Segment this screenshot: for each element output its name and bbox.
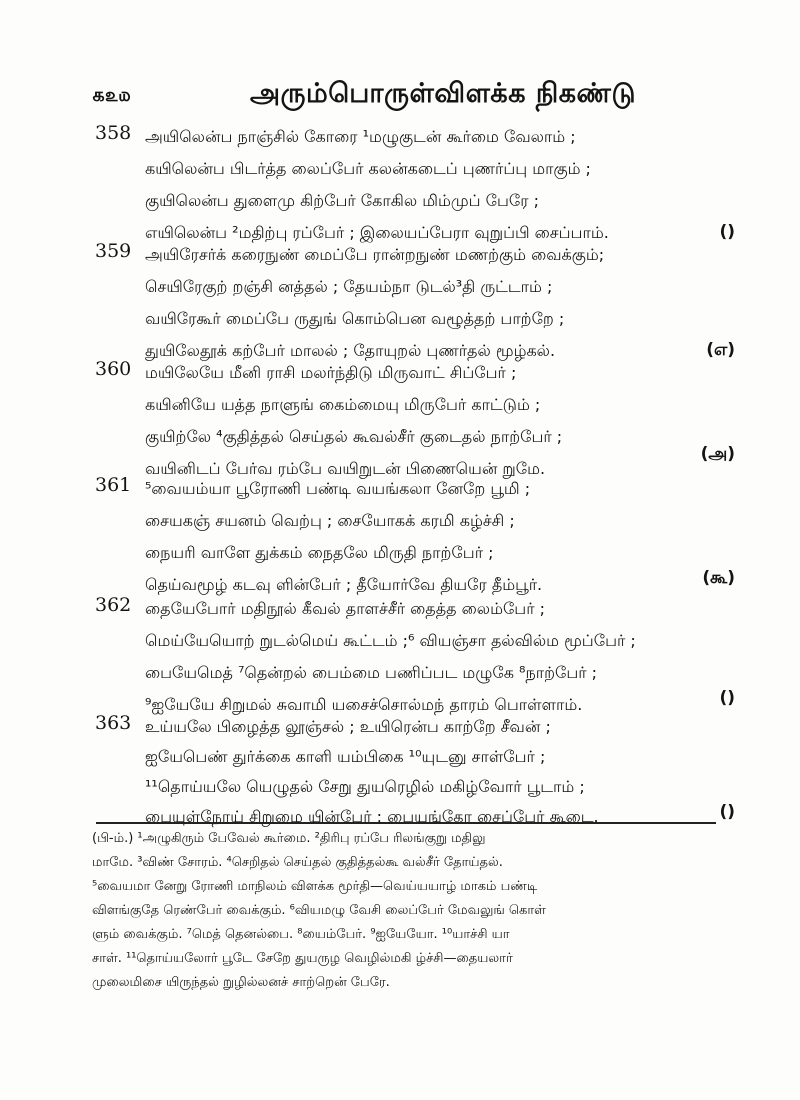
- verse-number: 360: [95, 358, 132, 380]
- verse-number: 359: [95, 240, 132, 262]
- verse-line: நையரி வாளே துக்கம் நைதலே மிருதி நாற்பேர் ;: [145, 543, 494, 562]
- verse-line: தெய்வமூழ் கடவு ளின்பேர் ; தீயோர்வே தியரே தீம்பூர்.: [145, 575, 543, 594]
- verse-line: கயிலென்ப பிடர்த்த லைப்பேர் கலன்கடைப் புணர்ப்பு மாகும் ;: [145, 159, 591, 178]
- verse-line: சையகஞ் சயனம் வெற்பு ; சையோகக் கரமி கழ்ச்சி ;: [145, 511, 515, 530]
- verse-line: ஐயேபெண் துர்க்கை காளி யம்பிகை ¹⁰யுடனு சாள்பேர் ;: [145, 747, 546, 766]
- verse-line: தையேபோர் மதிநூல் கீவல் தாளச்சீர் தைத்த லைம்பேர் ;: [145, 599, 546, 618]
- verse-line: அயிலென்ப நாஞ்சில் கோரை ¹மழுகுடன் கூர்மை வேலாம் ;: [145, 127, 576, 146]
- verse-line: துயிலேதூக் கற்பேர் மாலல் ; தோயுறல் புணர்தல் மூழ்கல்.: [145, 341, 556, 360]
- verse-line: கயினியே யத்த நாளுங் கைம்மையு மிருபேர் காட்டும் ;: [145, 395, 541, 414]
- verse-marker: (எ): [706, 340, 735, 360]
- verse-line: பையுள்நோய் சிறுமை யின்பேர் ; பையங்கோ சைப்பேர் கூடை.: [145, 807, 599, 826]
- footnote-line: ளும் வைக்கும். ⁷மெத் தெனல்பை. ⁸யைம்பேர். ⁹ஐயேயோ. ¹⁰யாச்சி யா: [92, 927, 510, 942]
- footnote-line: முலைமிசை யிருந்தல் றுழில்லனச் சாற்றென் பேரே.: [92, 975, 390, 990]
- verse-line: வயிரேகூர் மைப்பே ருதுங் கொம்பென வழூத்தற் பாற்றே ;: [145, 309, 565, 328]
- verse-line: குயிற்லே ⁴குதித்தல் செய்தல் கூவல்சீர் குடைதல் நாற்பேர் ;: [145, 427, 563, 446]
- verse-line: செயிரேகுற் றஞ்சி னத்தல் ; தேயம்நா டுடல்³தி ருட்டாம் ;: [145, 277, 553, 296]
- verse-marker: (): [719, 802, 735, 822]
- verse-line: குயிலென்ப துளைமு கிற்பேர் கோகில மிம்முப் பேரே ;: [145, 191, 539, 210]
- verse-line: அயிரேசர்க் கரைநுண் மைப்பே ரான்றநுண் மணற்கும் வைக்கும்;: [145, 245, 605, 264]
- verse-line: வயினிடப் பேர்வ ரம்பே வயிறுடன் பிணையென் றுமே.: [145, 459, 546, 478]
- page-number: ௧௨௰: [92, 84, 131, 106]
- verse-line: எயிலென்ப ²மதிற்பு ரப்பேர் ; இலையப்பேரா வுறுப்பி சைப்பாம்.: [145, 223, 609, 242]
- footnote-line: சாள். ¹¹தொய்யலோர் பூடே சேறே துயருழ வெழில்மகி ழ்ச்சி—தையலார்: [92, 951, 513, 966]
- verse-marker: (): [719, 222, 735, 242]
- footnote-line: ⁵வையமா னேறு ரோணி மாநிலம் விளக்க மூர்தி—வெய்யயாழ் மாகம் பண்டி: [92, 879, 538, 894]
- verse-number: 363: [95, 712, 132, 734]
- verse-line: உய்யலே பிழைத்த லூஞ்சல் ; உயிரென்ப காற்றே சீவன் ;: [145, 717, 551, 736]
- verse-marker: (): [719, 688, 735, 708]
- verse-marker: (கூ): [702, 568, 735, 588]
- verse-line: மயிலேயே மீனி ராசி மலர்ந்திடு மிருவாட் சிப்பேர் ;: [145, 363, 517, 382]
- verse-line: ⁹ஐயேயே சிறுமல் சுவாமி யசைச்சொல்மந் தாரம் பொள்ளாம்.: [145, 695, 583, 714]
- footnote-line: மாமே. ³விண் சோரம். ⁴செறிதல் செய்தல் குதித்தல்கூ வல்சீர் தோய்தல்.: [92, 855, 503, 870]
- verse-number: 358: [95, 122, 132, 144]
- footnote-divider: [96, 822, 716, 824]
- verse-line: மெய்யேயொற் றுடல்மெய் கூட்டம் ;⁶ வியஞ்சா தல்வில்ம மூப்பேர் ;: [145, 631, 636, 650]
- verse-line: பையேமெத் ⁷தென்றல் பைம்மை பணிப்பட மழுகே ⁸நாற்பேர் ;: [145, 663, 598, 682]
- verse-line: ¹¹தொய்யலே யெழுதல் சேறு துயரெழில் மகிழ்வோர் பூடாம் ;: [145, 777, 585, 796]
- verse-number: 361: [95, 474, 132, 496]
- verse-361: [95, 472, 735, 612]
- verse-number: 362: [95, 594, 132, 616]
- footnote-line: விளங்குதே ரெண்பேர் வைக்கும். ⁶வியமழு வேசி லைப்பேர் மேவலுங் கொள்: [92, 903, 546, 918]
- verse-line: ⁵வையம்யா பூரோணி பண்டி வயங்கலா னேறே பூமி ;: [145, 479, 531, 498]
- footnote-line: (பி-ம்.) ¹அழுகிரும் பேவேல் கூர்மை. ²திரிபு ரப்பே ரிலங்குறு மதிலு: [92, 831, 486, 846]
- verse-marker: (அ): [700, 444, 735, 464]
- page-title: அரும்பொருள்விளக்க நிகண்டு: [250, 78, 636, 109]
